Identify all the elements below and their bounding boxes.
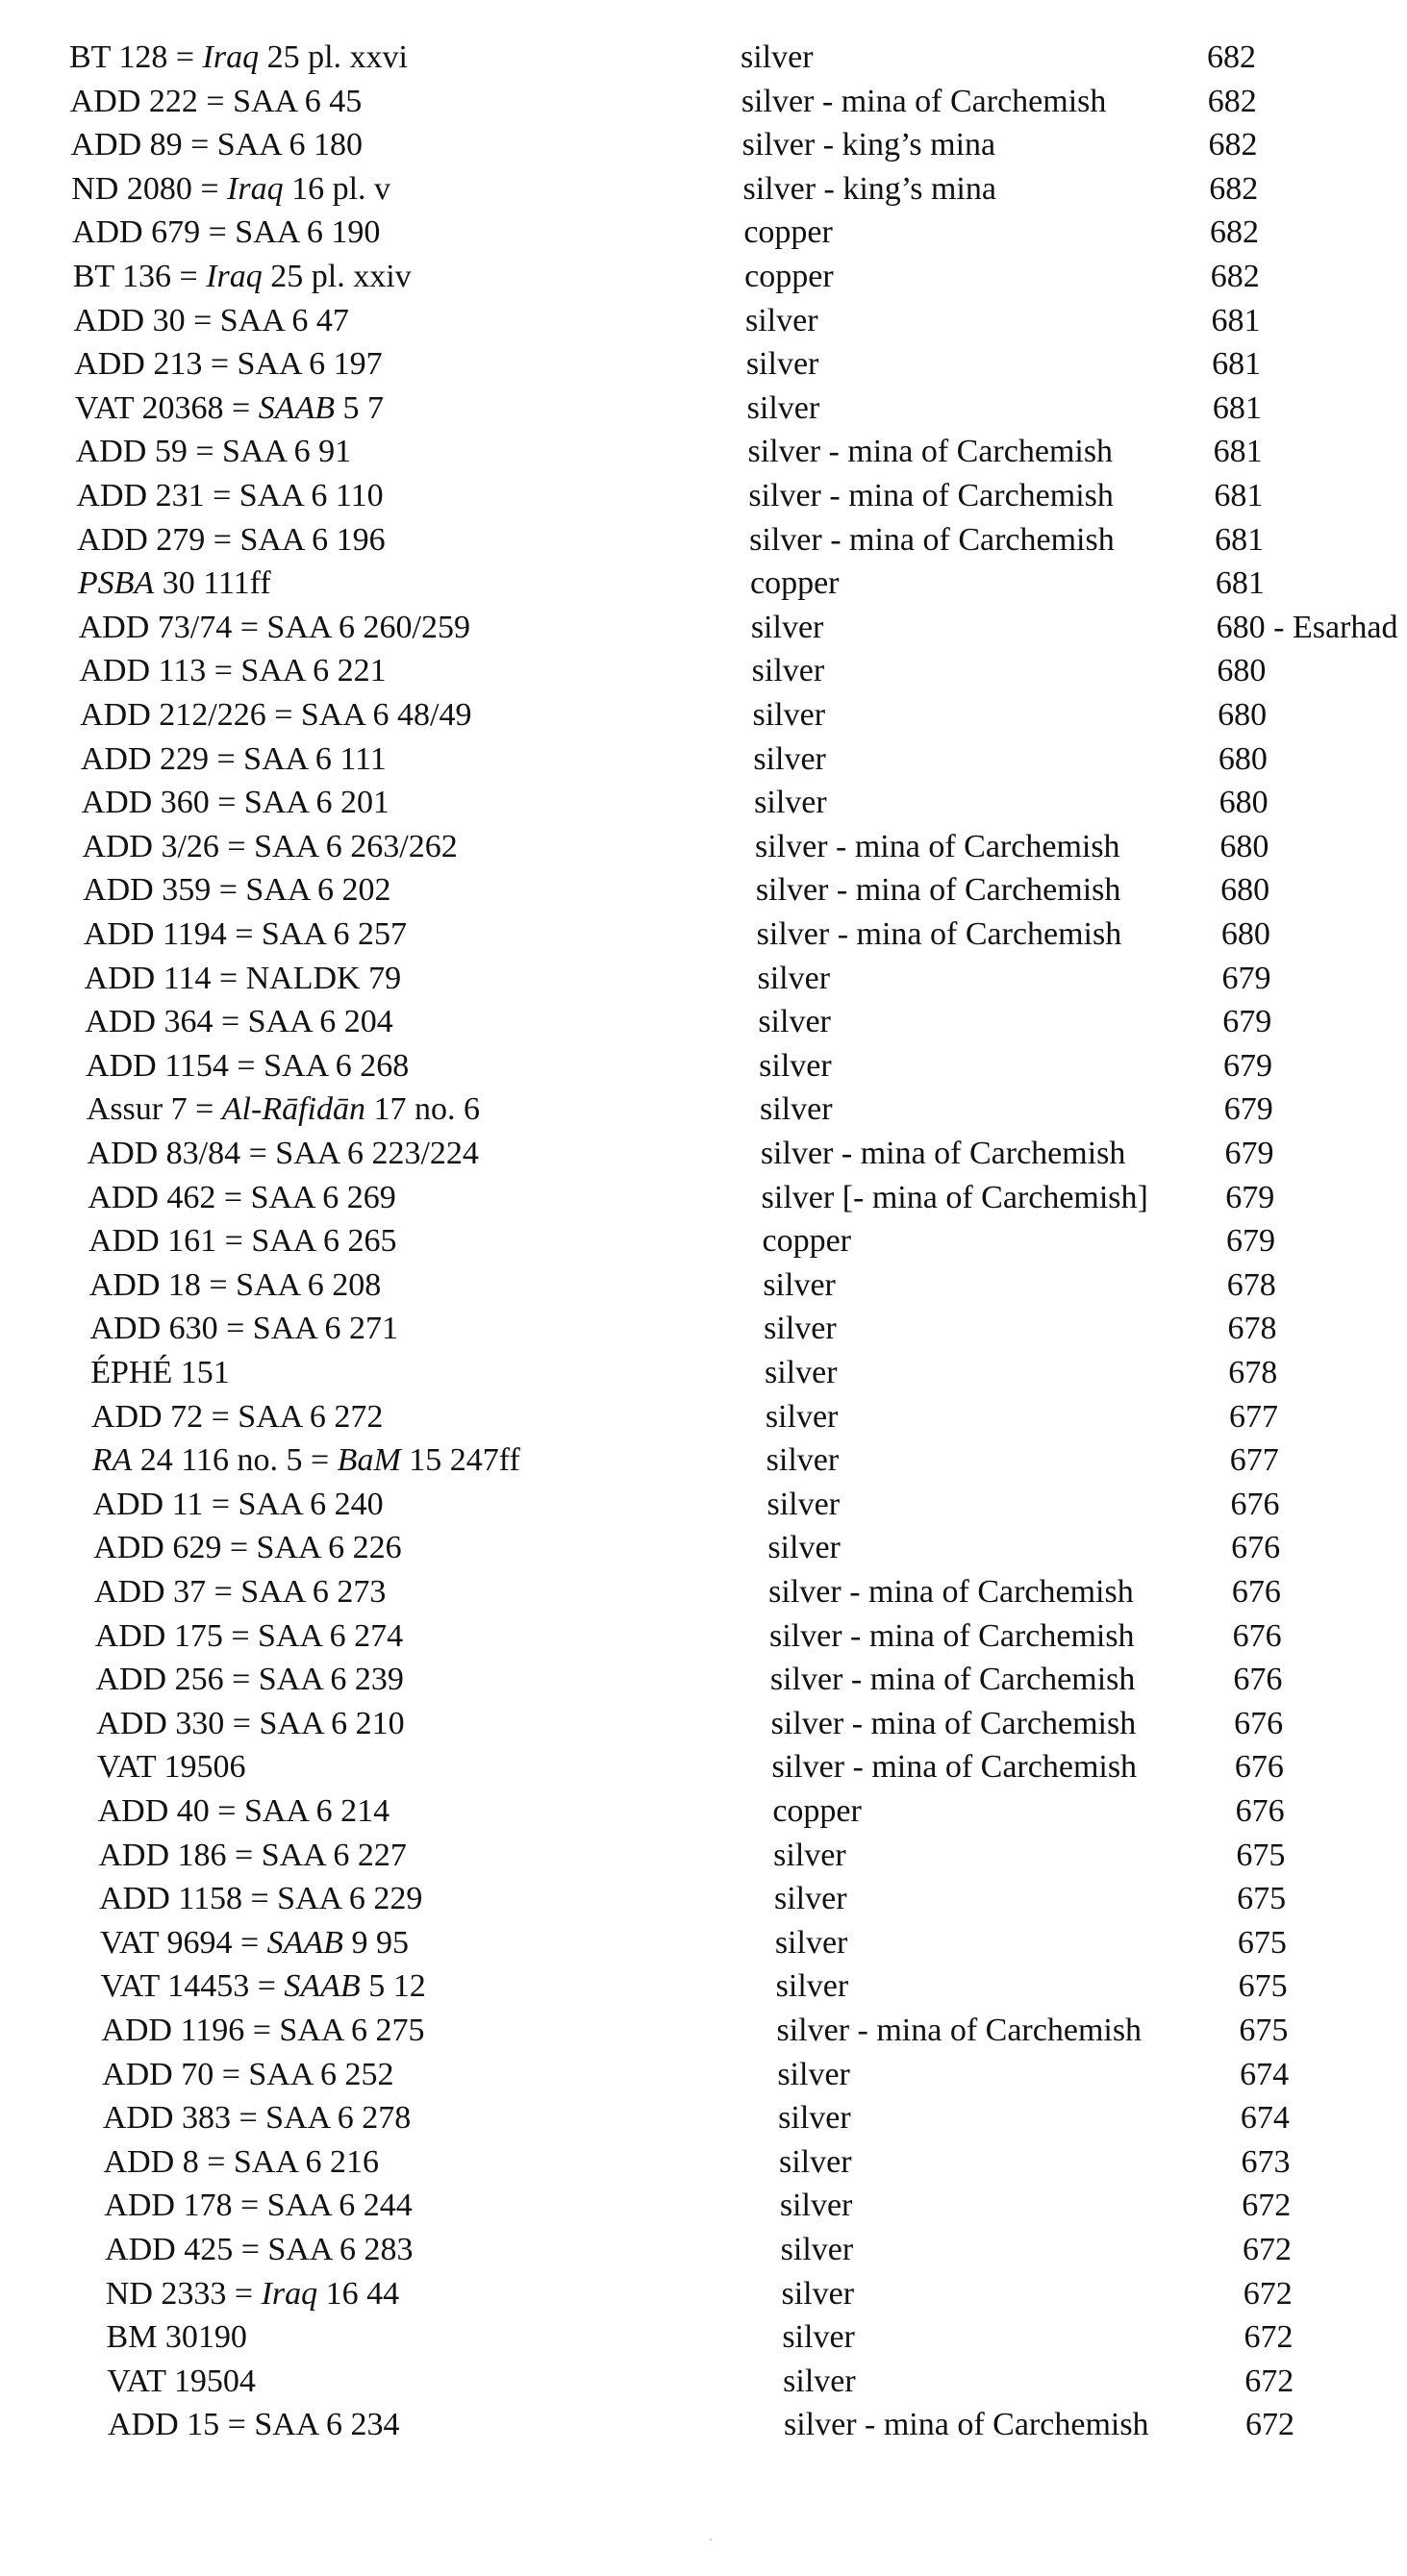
metal-standard: silver: [767, 1530, 841, 1566]
italic-title: Iraq: [202, 39, 260, 75]
table-row: [0, 168, 1407, 211]
year-bc: 679: [1226, 1223, 1275, 1260]
text-reference: ADD 1196 = SAA 6 275: [101, 2013, 425, 2048]
metal-standard: copper: [750, 565, 840, 602]
metal-standard: silver: [774, 1924, 848, 1961]
year-bc: 675: [1238, 1968, 1288, 2005]
text-reference: ADD 186 = SAA 6 227: [98, 1837, 407, 1873]
year-bc: 676: [1231, 1574, 1281, 1610]
table-row: [0, 1571, 1407, 1613]
metal-standard: silver - mina of Carchemish: [771, 1749, 1138, 1786]
year-bc: 678: [1226, 1266, 1276, 1303]
metal-standard: silver: [765, 1355, 838, 1390]
metal-standard: silver: [751, 653, 825, 689]
metal-standard: silver: [774, 1881, 847, 1917]
text-reference: ADD 364 = SAA 6 204: [85, 1004, 393, 1040]
year-bc: 680: [1220, 916, 1270, 952]
year-bc: 679: [1221, 960, 1271, 996]
table-row: [0, 1790, 1407, 1833]
year-bc: 675: [1237, 1924, 1287, 1961]
table-row: [0, 1264, 1407, 1307]
table-row: [0, 1878, 1407, 1920]
year-bc: 679: [1222, 1004, 1272, 1040]
metal-standard: silver - king’s mina: [741, 127, 996, 163]
table-row: [0, 388, 1407, 430]
text-reference: ADD 114 = NALDK 79: [84, 960, 402, 996]
metal-standard: silver - mina of Carchemish: [776, 2013, 1143, 2048]
metal-standard: silver - mina of Carchemish: [755, 872, 1121, 909]
year-bc: 682: [1209, 170, 1259, 207]
text-reference: ADD 15 = SAA 6 234: [108, 2407, 400, 2443]
metal-standard: silver: [779, 2143, 852, 2180]
table-row: [0, 1922, 1407, 1964]
text-reference: ADD 161 = SAA 6 265: [88, 1223, 397, 1260]
italic-title: Iraq: [227, 170, 284, 207]
table-row: [0, 607, 1407, 649]
year-bc: 672: [1244, 2319, 1294, 2356]
metal-standard: silver: [741, 39, 814, 75]
table-row: [0, 1220, 1407, 1263]
table-row: [0, 1703, 1407, 1745]
metal-standard: silver: [764, 1311, 837, 1347]
metal-standard: silver: [782, 2319, 855, 2356]
table-row: [0, 2141, 1407, 2184]
text-reference: RA 24 116 no. 5 = BaM 15 247ff: [91, 1442, 520, 1479]
metal-standard: silver: [778, 2100, 851, 2137]
table-row: [0, 256, 1407, 298]
table-row: [0, 1615, 1407, 1658]
text-reference: ADD 256 = SAA 6 239: [95, 1662, 404, 1698]
italic-title: Al-Rāfidān: [221, 1091, 365, 1128]
text-reference: VAT 19506: [96, 1749, 246, 1786]
text-reference: ADD 30 = SAA 6 47: [73, 302, 349, 338]
year-bc: 682: [1207, 83, 1257, 119]
year-bc: 676: [1231, 1530, 1281, 1566]
metal-standard: silver: [752, 697, 826, 733]
year-bc: 674: [1240, 2100, 1290, 2137]
year-bc: 678: [1228, 1355, 1278, 1390]
table-row: [0, 1045, 1407, 1088]
year-bc: 672: [1243, 2232, 1293, 2267]
italic-title: BaM: [337, 1442, 401, 1479]
table-row: [0, 2010, 1407, 2052]
year-bc: 678: [1227, 1311, 1277, 1347]
year-bc: 680: [1217, 653, 1267, 689]
year-bc: 682: [1208, 127, 1258, 163]
table-row: [0, 2273, 1407, 2315]
metal-standard: copper: [772, 1793, 862, 1829]
metal-standard: copper: [744, 259, 834, 294]
metal-standard: silver - mina of Carchemish: [769, 1617, 1135, 1654]
table-row: [0, 1965, 1407, 2008]
metal-standard: silver: [781, 2275, 855, 2312]
metal-standard: silver: [754, 785, 827, 821]
table-row: [0, 738, 1407, 781]
table-row: [0, 212, 1407, 254]
table-row: [0, 1484, 1407, 1526]
metal-standard: silver: [758, 1004, 831, 1040]
table-row: [0, 81, 1407, 123]
text-reference: ADD 629 = SAA 6 226: [93, 1530, 402, 1566]
text-reference: ADD 175 = SAA 6 274: [94, 1617, 404, 1654]
year-bc: 682: [1210, 259, 1260, 294]
metal-standard: silver: [763, 1266, 836, 1303]
metal-standard: silver - mina of Carchemish: [756, 916, 1122, 952]
metal-standard: silver - mina of Carchemish: [760, 1136, 1126, 1171]
text-reference: ADD 213 = SAA 6 197: [74, 346, 383, 383]
table-row: [0, 1088, 1407, 1131]
scan-speck: [710, 2538, 712, 2540]
year-bc: 681: [1215, 521, 1265, 558]
year-bc: 680 - Esarhad: [1216, 609, 1398, 645]
table-row: [0, 475, 1407, 517]
year-bc: 679: [1223, 1047, 1273, 1084]
year-bc: 679: [1225, 1179, 1275, 1215]
italic-title: SAAB: [266, 1924, 343, 1961]
table-row: [0, 343, 1407, 386]
table-row: [0, 1177, 1407, 1219]
text-reference: ADD 279 = SAA 6 196: [77, 521, 386, 558]
year-bc: 675: [1237, 1881, 1287, 1917]
metal-standard: copper: [762, 1223, 852, 1260]
table-row: [0, 37, 1407, 79]
year-bc: 676: [1232, 1617, 1282, 1654]
year-bc: 681: [1211, 302, 1261, 338]
italic-title: SAAB: [284, 1968, 361, 2005]
table-row: [0, 1439, 1407, 1482]
text-reference: ADD 11 = SAA 6 240: [92, 1486, 384, 1522]
text-reference: ADD 178 = SAA 6 244: [104, 2188, 413, 2224]
year-bc: 677: [1228, 1398, 1278, 1435]
metal-standard: silver: [757, 960, 831, 996]
metal-standard: silver: [759, 1047, 832, 1084]
year-bc: 672: [1244, 2363, 1294, 2399]
table-row: [0, 2361, 1407, 2403]
table-row: [0, 1396, 1407, 1438]
text-reference: ADD 359 = SAA 6 202: [83, 872, 391, 909]
metal-standard: silver - mina of Carchemish: [769, 1662, 1136, 1698]
metal-standard: silver [- mina of Carchemish]: [761, 1179, 1148, 1215]
metal-standard: silver - mina of Carchemish: [741, 83, 1107, 119]
metal-standard: silver: [766, 1486, 841, 1522]
text-reference: ADD 83/84 = SAA 6 223/224: [87, 1136, 479, 1171]
year-bc: 672: [1245, 2407, 1294, 2443]
year-bc: 680: [1220, 872, 1270, 909]
text-reference: VAT 20368 = SAAB 5 7: [74, 389, 385, 426]
year-bc: 681: [1212, 389, 1262, 426]
year-bc: 676: [1230, 1486, 1280, 1522]
text-reference: Assur 7 = Al-Rāfidān 17 no. 6: [86, 1091, 480, 1128]
table-row: [0, 958, 1407, 1000]
year-bc: 681: [1214, 478, 1264, 513]
table-row: [0, 1352, 1407, 1394]
text-reference: ADD 72 = SAA 6 272: [90, 1398, 384, 1435]
table-row: [0, 694, 1407, 737]
text-reference: ADD 8 = SAA 6 216: [103, 2143, 380, 2180]
text-reference: ADD 231 = SAA 6 110: [76, 478, 384, 513]
text-reference: ADD 425 = SAA 6 283: [105, 2232, 414, 2267]
text-reference: ADD 212/226 = SAA 6 48/49: [80, 697, 472, 733]
table-row: [0, 300, 1407, 342]
text-reference: ADD 462 = SAA 6 269: [88, 1179, 396, 1215]
text-reference: ADD 18 = SAA 6 208: [88, 1266, 382, 1303]
text-reference: ADD 113 = SAA 6 221: [79, 653, 387, 689]
table-row: [0, 869, 1407, 912]
italic-title: PSBA: [77, 565, 155, 602]
table-row: [0, 2097, 1407, 2139]
text-reference: VAT 9694 = SAAB 9 95: [99, 1924, 409, 1961]
year-bc: 680: [1218, 697, 1268, 733]
year-bc: 681: [1215, 565, 1265, 602]
text-reference: ADD 59 = SAA 6 91: [75, 434, 352, 470]
metal-standard: silver - king’s mina: [742, 170, 996, 207]
table-row: [0, 1133, 1407, 1175]
table-row: [0, 1746, 1407, 1788]
year-bc: 673: [1241, 2143, 1291, 2180]
metal-standard: silver: [773, 1837, 846, 1873]
text-reference: ADD 330 = SAA 6 210: [96, 1705, 405, 1741]
year-bc: 675: [1239, 2013, 1289, 2048]
year-bc: 680: [1219, 828, 1269, 864]
text-reference: VAT 14453 = SAAB 5 12: [100, 1968, 426, 2005]
italic-title: Iraq: [206, 259, 263, 294]
text-reference: ND 2333 = Iraq 16 44: [105, 2275, 400, 2312]
text-reference: ADD 383 = SAA 6 278: [102, 2100, 412, 2137]
table-row: [0, 2404, 1407, 2446]
metal-standard: silver: [760, 1091, 833, 1128]
metal-standard: silver - mina of Carchemish: [755, 828, 1120, 864]
metal-standard: silver - mina of Carchemish: [749, 521, 1115, 558]
metal-standard: silver: [753, 740, 826, 777]
table-row: [0, 124, 1407, 166]
metal-standard: silver: [745, 302, 818, 338]
text-reference: ADD 89 = SAA 6 180: [70, 127, 363, 163]
text-reference: ÉPHÉ 151: [90, 1355, 230, 1390]
year-bc: 680: [1219, 785, 1269, 821]
text-reference: ADD 37 = SAA 6 273: [93, 1574, 387, 1610]
table-row: [0, 1308, 1407, 1350]
year-bc: 676: [1234, 1749, 1284, 1786]
metal-standard: silver: [745, 346, 819, 383]
metal-standard: silver - mina of Carchemish: [770, 1705, 1137, 1741]
text-reference: BT 136 = Iraq 25 pl. xxiv: [72, 259, 412, 294]
text-reference: ADD 360 = SAA 6 201: [81, 785, 390, 821]
text-reference: ADD 3/26 = SAA 6 263/262: [82, 828, 458, 864]
text-reference: ADD 1194 = SAA 6 257: [83, 916, 408, 952]
year-bc: 676: [1235, 1793, 1285, 1829]
table-row: [0, 826, 1407, 868]
metal-standard: silver: [750, 609, 824, 645]
text-reference: ADD 222 = SAA 6 45: [69, 83, 363, 119]
metal-standard: silver: [765, 1398, 839, 1435]
year-bc: 681: [1212, 346, 1262, 383]
metal-standard: silver - mina of Carchemish: [748, 478, 1114, 513]
year-bc: 680: [1218, 740, 1268, 777]
table-row: [0, 2185, 1407, 2227]
year-bc: 676: [1234, 1705, 1284, 1741]
table-row: [0, 1001, 1407, 1043]
text-reference: ADD 679 = SAA 6 190: [71, 214, 381, 251]
table-row: [0, 1835, 1407, 1877]
text-reference: BM 30190: [106, 2319, 247, 2356]
year-bc: 675: [1236, 1837, 1286, 1873]
text-reference: BT 128 = Iraq 25 pl. xxvi: [69, 39, 408, 75]
text-reference: ADD 70 = SAA 6 252: [102, 2056, 394, 2092]
table-row: [0, 431, 1407, 473]
italic-title: SAAB: [258, 389, 336, 426]
text-reference: ADD 1158 = SAA 6 229: [99, 1881, 423, 1917]
year-bc: 682: [1209, 214, 1259, 251]
metal-standard: copper: [743, 214, 833, 251]
table-row: [0, 2054, 1407, 2096]
year-bc: 672: [1243, 2275, 1293, 2312]
metal-standard: silver: [775, 1968, 849, 2005]
text-reference: ND 2080 = Iraq 16 pl. v: [71, 170, 391, 207]
table-row: [0, 519, 1407, 562]
metal-standard: silver: [783, 2363, 856, 2399]
year-bc: 676: [1233, 1662, 1283, 1698]
year-bc: 682: [1207, 39, 1256, 75]
text-reference: ADD 229 = SAA 6 111: [80, 740, 387, 777]
metal-standard: silver: [746, 389, 820, 426]
year-bc: 679: [1224, 1136, 1274, 1171]
table-row: [0, 1527, 1407, 1569]
year-bc: 681: [1213, 434, 1263, 470]
metal-standard: silver: [766, 1442, 840, 1479]
table-row: [0, 1659, 1407, 1701]
metal-standard: silver - mina of Carchemish: [784, 2407, 1149, 2443]
italic-title: Iraq: [261, 2275, 318, 2312]
table-row: [0, 2316, 1407, 2359]
text-reference: ADD 630 = SAA 6 271: [89, 1311, 398, 1347]
text-reference: PSBA 30 111ff: [77, 565, 271, 602]
text-reference: ADD 1154 = SAA 6 268: [86, 1047, 410, 1084]
table-row: [0, 650, 1407, 692]
table-row: [0, 782, 1407, 824]
year-bc: 672: [1242, 2188, 1292, 2224]
table-row: [0, 2229, 1407, 2271]
year-bc: 677: [1229, 1442, 1279, 1479]
text-reference: VAT 19504: [107, 2363, 256, 2399]
text-reference: ADD 73/74 = SAA 6 260/259: [78, 609, 470, 645]
year-bc: 679: [1223, 1091, 1273, 1128]
text-reference: ADD 40 = SAA 6 214: [97, 1793, 390, 1829]
table-row: [0, 913, 1407, 956]
italic-title: RA: [91, 1442, 133, 1479]
table-row: [0, 563, 1407, 605]
metal-standard: silver - mina of Carchemish: [768, 1574, 1134, 1610]
metal-standard: silver: [779, 2188, 853, 2224]
metal-standard: silver - mina of Carchemish: [747, 434, 1114, 470]
metal-standard: silver: [780, 2232, 854, 2267]
metal-standard: silver: [777, 2056, 850, 2092]
year-bc: 674: [1240, 2056, 1290, 2092]
